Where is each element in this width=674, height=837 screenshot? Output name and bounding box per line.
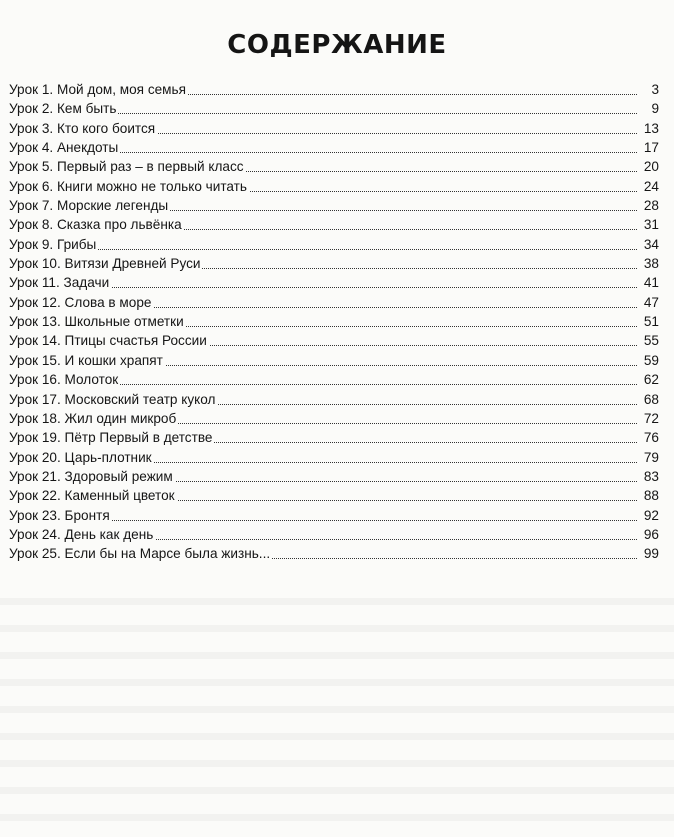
toc-entry-page-number: 59: [641, 351, 659, 370]
toc-entry-label: Урок 17. Московский театр кукол: [9, 390, 217, 409]
toc-entry: [9, 486, 659, 505]
toc-entry-page-number: 28: [641, 196, 659, 215]
toc-entry-label: Урок 14. Птицы счастья России: [9, 331, 209, 350]
dot-leader: [9, 235, 637, 250]
toc-entry: [9, 370, 659, 389]
toc-entry-page-number: 38: [641, 254, 659, 273]
toc-entry: [9, 138, 659, 157]
toc-entry-label: Урок 11. Задачи: [9, 273, 111, 292]
toc-entry: [9, 80, 659, 99]
toc-entry-page-number: 20: [641, 157, 659, 176]
page-title: СОДЕРЖАНИЕ: [227, 30, 447, 60]
toc-entry-label: Урок 16. Молоток: [9, 370, 120, 389]
toc-entry: [9, 409, 659, 428]
toc-entry-label: Урок 6. Книги можно не только читать: [9, 177, 249, 196]
toc-entry: [9, 331, 659, 350]
toc-entry-page-number: 34: [641, 235, 659, 254]
toc-entry: [9, 157, 659, 176]
toc-entry-page-number: 83: [641, 467, 659, 486]
toc-entry-label: Урок 7. Морские легенды: [9, 196, 170, 215]
toc-entry-page-number: 17: [641, 138, 659, 157]
toc-entry: [9, 119, 659, 138]
toc-entry-page-number: 9: [648, 99, 659, 118]
toc-entry-page-number: 62: [641, 370, 659, 389]
table-of-contents: [9, 80, 659, 564]
toc-entry-label: Урок 15. И кошки храпят: [9, 351, 165, 370]
toc-entry: [9, 99, 659, 118]
toc-entry-page-number: 79: [641, 448, 659, 467]
toc-entry: [9, 428, 659, 447]
toc-entry: [9, 177, 659, 196]
toc-entry-label: Урок 19. Пётр Первый в детстве: [9, 428, 214, 447]
toc-entry-label: Урок 3. Кто кого боится: [9, 119, 157, 138]
toc-entry: [9, 235, 659, 254]
toc-entry-label: Урок 4. Анекдоты: [9, 138, 120, 157]
toc-entry: [9, 544, 659, 563]
toc-entry: [9, 273, 659, 292]
toc-entry-page-number: 31: [641, 215, 659, 234]
toc-entry-label: Урок 12. Слова в море: [9, 293, 153, 312]
toc-entry-label: Урок 20. Царь-плотник: [9, 448, 154, 467]
toc-entry: [9, 312, 659, 331]
toc-entry-label: Урок 25. Если бы на Марсе была жизнь...: [9, 544, 272, 563]
toc-entry-label: Урок 1. Мой дом, моя семья: [9, 80, 188, 99]
toc-entry: [9, 293, 659, 312]
toc-entry-page-number: 99: [641, 544, 659, 563]
toc-entry: [9, 525, 659, 544]
toc-entry: [9, 390, 659, 409]
toc-entry-label: Урок 2. Кем быть: [9, 99, 118, 118]
toc-entry-label: Урок 13. Школьные отметки: [9, 312, 186, 331]
toc-entry-label: Урок 9. Грибы: [9, 235, 98, 254]
toc-entry-label: Урок 8. Сказка про львёнка: [9, 215, 184, 234]
toc-entry-label: Урок 22. Каменный цветок: [9, 486, 177, 505]
toc-entry-page-number: 68: [641, 390, 659, 409]
toc-entry: [9, 448, 659, 467]
toc-entry: [9, 215, 659, 234]
toc-entry: [9, 254, 659, 273]
toc-entry-page-number: 47: [641, 293, 659, 312]
show-through-background: [0, 578, 674, 837]
toc-entry: [9, 506, 659, 525]
toc-entry: [9, 196, 659, 215]
toc-entry-page-number: 55: [641, 331, 659, 350]
toc-entry-page-number: 3: [648, 80, 659, 99]
toc-entry-page-number: 51: [641, 312, 659, 331]
toc-entry-label: Урок 24. День как день: [9, 525, 155, 544]
toc-entry-page-number: 96: [641, 525, 659, 544]
toc-entry-page-number: 24: [641, 177, 659, 196]
toc-entry-page-number: 76: [641, 428, 659, 447]
toc-entry-page-number: 41: [641, 273, 659, 292]
toc-entry-page-number: 88: [641, 486, 659, 505]
toc-entry-page-number: 13: [641, 119, 659, 138]
toc-entry-label: Урок 18. Жил один микроб: [9, 409, 178, 428]
toc-entry-page-number: 72: [641, 409, 659, 428]
toc-entry-label: Урок 21. Здоровый режим: [9, 467, 175, 486]
toc-entry-label: Урок 10. Витязи Древней Руси: [9, 254, 202, 273]
toc-entry-label: Урок 5. Первый раз – в первый класс: [9, 157, 246, 176]
toc-entry: [9, 351, 659, 370]
toc-entry: [9, 467, 659, 486]
toc-entry-page-number: 92: [641, 506, 659, 525]
toc-entry-label: Урок 23. Бронтя: [9, 506, 112, 525]
